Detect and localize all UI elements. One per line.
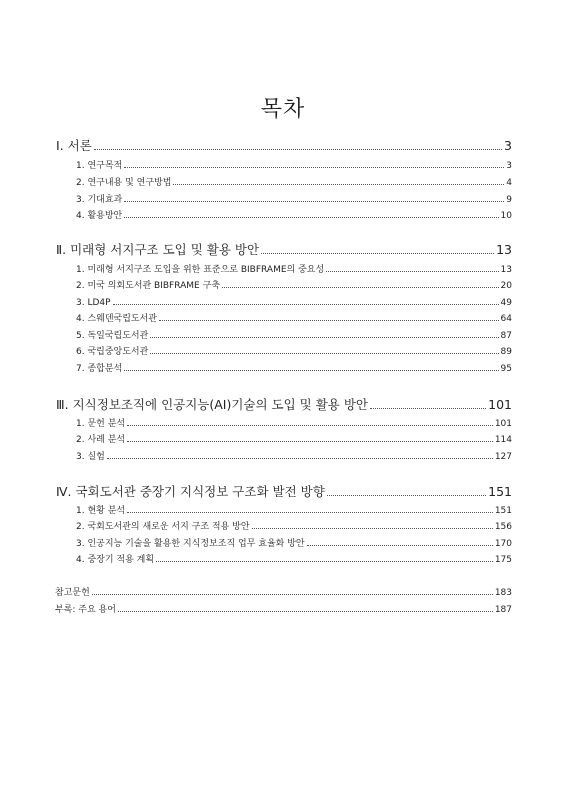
- toc-section[interactable]: [76, 266, 512, 275]
- section-title: 4. 스웨덴국립도서관: [76, 314, 158, 324]
- dot-leader: [252, 526, 493, 529]
- dot-leader: [156, 559, 493, 562]
- toc-chapter-4[interactable]: [56, 486, 512, 499]
- page-number: 3: [506, 161, 512, 171]
- toc-section[interactable]: [76, 365, 512, 374]
- page-title: 목차: [260, 97, 306, 122]
- toc-section[interactable]: [76, 507, 512, 516]
- section-title: 1. 문헌 분석: [76, 419, 126, 429]
- page-number: 95: [500, 364, 512, 374]
- toc-section[interactable]: [76, 179, 512, 188]
- page-number: 10: [500, 211, 512, 221]
- dot-leader: [261, 251, 494, 254]
- section-title: 2. 사례 분석: [76, 435, 126, 445]
- page-number: 13: [500, 265, 512, 275]
- toc-section[interactable]: [76, 436, 512, 445]
- dot-leader: [94, 147, 502, 150]
- toc-chapter-3[interactable]: [56, 399, 512, 412]
- toc-section[interactable]: [76, 315, 512, 324]
- section-title: 7. 종합분석: [76, 364, 123, 374]
- page-number: 151: [494, 506, 512, 516]
- page-number: 175: [494, 555, 512, 565]
- toc-section[interactable]: [76, 299, 512, 308]
- section-title: 1. 미래형 서지구조 도입을 위한 표준으로 BIBFRAME의 중요성: [76, 265, 325, 275]
- toc-section[interactable]: [76, 196, 512, 205]
- dot-leader: [222, 285, 499, 288]
- page-number: 187: [494, 605, 512, 615]
- chapter-title: Ⅱ. 미래형 서지구조 도입 및 활용 방안: [56, 242, 260, 257]
- toc-chapter-2[interactable]: [56, 244, 512, 257]
- chapter-title: Ⅰ. 서론: [56, 138, 92, 153]
- section-title: 3. 기대효과: [76, 195, 123, 205]
- page-number: 4: [506, 178, 512, 188]
- dot-leader: [370, 406, 486, 409]
- chapter-title: Ⅳ. 국회도서관 중장기 지식정보 구조화 발전 방향: [56, 484, 325, 499]
- toc-appendix[interactable]: [55, 606, 512, 615]
- dot-leader: [113, 302, 499, 305]
- dot-leader: [150, 351, 498, 354]
- page-number: 87: [500, 331, 512, 341]
- toc-section[interactable]: [76, 348, 512, 357]
- page-number: 13: [496, 242, 512, 257]
- toc-section[interactable]: [76, 162, 512, 171]
- page-number: 101: [494, 419, 512, 429]
- dot-leader: [127, 423, 493, 426]
- page-number: 64: [500, 314, 512, 324]
- section-title: 2. 미국 의회도서관 BIBFRAME 구축: [76, 281, 220, 291]
- page-number: 89: [500, 347, 512, 357]
- section-title: 2. 연구내용 및 연구방법: [76, 178, 172, 188]
- page-number: 3: [504, 138, 512, 153]
- section-title: 3. 실험: [76, 452, 105, 462]
- section-title: 3. 인공지능 기술을 활용한 지식정보조직 업무 효율화 방안: [76, 539, 305, 549]
- page-number: 127: [494, 452, 512, 462]
- toc-section[interactable]: [76, 523, 512, 532]
- dot-leader: [124, 165, 504, 168]
- page-number: 49: [500, 298, 512, 308]
- page-number: 156: [494, 522, 512, 532]
- dot-leader: [150, 335, 498, 338]
- dot-leader: [127, 439, 493, 442]
- toc-references[interactable]: [55, 589, 512, 598]
- page-number: 151: [488, 484, 512, 499]
- section-title: 1. 현황 분석: [76, 506, 126, 516]
- section-title: 5. 독일국립도서관: [76, 331, 149, 341]
- dot-leader: [159, 318, 499, 321]
- dot-leader: [124, 199, 504, 202]
- dot-leader: [107, 456, 493, 459]
- toc-section[interactable]: [76, 332, 512, 341]
- toc-section[interactable]: [76, 420, 512, 429]
- dot-leader: [124, 215, 498, 218]
- section-title: 4. 중장기 적용 계획: [76, 555, 155, 565]
- page-number: 183: [494, 588, 512, 598]
- references-title: 참고문헌: [55, 588, 90, 598]
- toc-section[interactable]: [76, 212, 512, 221]
- dot-leader: [307, 543, 493, 546]
- dot-leader: [92, 592, 493, 595]
- toc-chapter-1[interactable]: [56, 140, 512, 153]
- toc-section[interactable]: [76, 540, 512, 549]
- page-number: 170: [494, 539, 512, 549]
- section-title: 3. LD4P: [76, 298, 111, 308]
- dot-leader: [327, 493, 486, 496]
- toc-section[interactable]: [76, 556, 512, 565]
- page-number: 101: [488, 397, 512, 412]
- toc-section[interactable]: [76, 282, 512, 291]
- dot-leader: [124, 368, 498, 371]
- section-title: 2. 국회도서관의 새로운 서지 구조 적용 방안: [76, 522, 250, 532]
- page-number: 114: [494, 435, 512, 445]
- dot-leader: [173, 182, 504, 185]
- chapter-title: Ⅲ. 지식정보조직에 인공지능(AI)기술의 도입 및 활용 방안: [56, 397, 368, 412]
- dot-leader: [326, 269, 498, 272]
- dot-leader: [127, 510, 493, 513]
- toc-section[interactable]: [76, 453, 512, 462]
- section-title: 4. 활용방안: [76, 211, 123, 221]
- section-title: 6. 국립중앙도서관: [76, 347, 149, 357]
- appendix-title: 부록: 주요 용어: [55, 605, 116, 615]
- page-number: 9: [506, 195, 512, 205]
- section-title: 1. 연구목적: [76, 161, 123, 171]
- dot-leader: [118, 609, 493, 612]
- page-number: 20: [500, 281, 512, 291]
